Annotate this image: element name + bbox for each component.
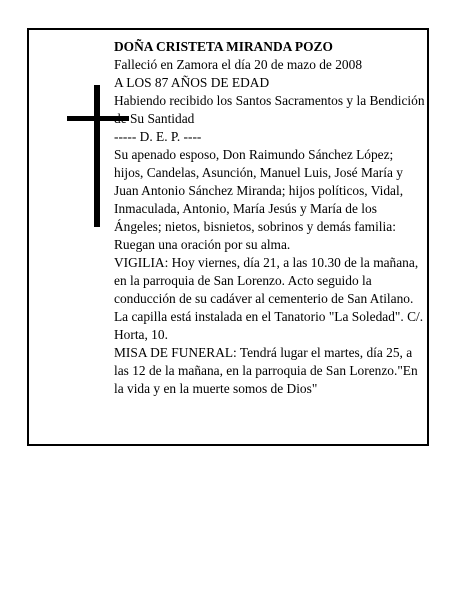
age-line: A LOS 87 AÑOS DE EDAD bbox=[114, 75, 270, 90]
rip-line: ----- D. E. P. ---- bbox=[114, 129, 202, 144]
latin-cross-icon bbox=[94, 85, 100, 227]
chapel-paragraph: La capilla está instalada en el Tanatorio "La Soledad". C/. Horta, 10. bbox=[114, 309, 424, 342]
funeral-mass-paragraph: MISA DE FUNERAL: Tendrá lugar el martes, día 25, a las 12 de la mañana, en la parroquia de San Lorenzo."En la vida y en la muerte somos de Dios" bbox=[114, 345, 418, 396]
prayer-request: Ruegan una oración por su alma. bbox=[114, 237, 291, 252]
vigil-paragraph: VIGILIA: Hoy viernes, día 21, a las 10.30 de la mañana, en la parroquia de San Lorenzo. Acto seguido la conducción de su cadáver al cementerio de San Atilano. bbox=[114, 255, 419, 306]
sacraments-line: Habiendo recibido los Santos Sacramentos y la Bendición de Su Santidad bbox=[114, 93, 425, 126]
notice-body bbox=[114, 38, 426, 398]
deceased-name: DOÑA CRISTETA MIRANDA POZO bbox=[114, 39, 333, 54]
death-date-line: Falleció en Zamora el día 20 de mazo de 2008 bbox=[114, 57, 363, 72]
family-paragraph: Su apenado esposo, Don Raimundo Sánchez López; hijos, Candelas, Asunción, Manuel Luis, José María y Juan Antonio Sánchez Miranda; hijos políticos, Vidal, Inmaculada, Antonio, María Jesús y María de los Ángeles; nietos, bisnietos, sobrinos y demás familia: bbox=[114, 147, 404, 234]
